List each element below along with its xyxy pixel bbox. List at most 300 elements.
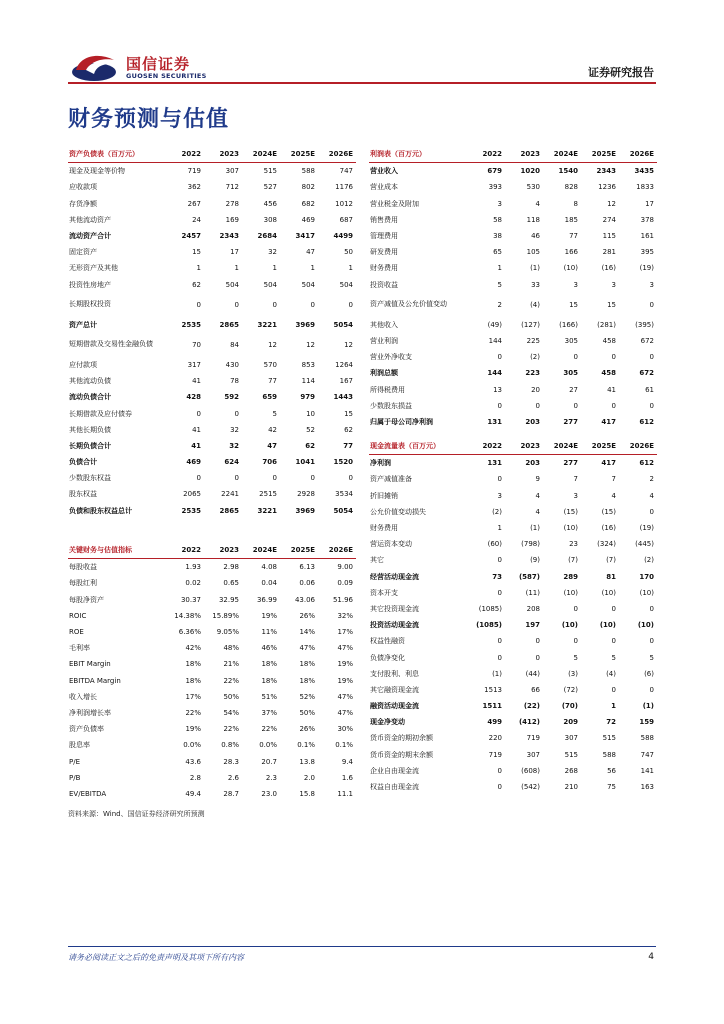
row-value: 13.8 (299, 757, 315, 766)
row-value: 0 (497, 588, 502, 597)
row-value: 0.0% (259, 741, 277, 750)
table-row (68, 373, 356, 389)
row-value: (608) (521, 766, 540, 775)
row-value: 2241 (221, 490, 239, 499)
row-value: (70) (561, 702, 578, 711)
row-value: 0 (497, 637, 502, 646)
row-value: 19% (185, 725, 201, 734)
row-label: 其他收入 (370, 320, 398, 329)
row-value: 30.37 (180, 595, 201, 604)
row-value: (166) (559, 320, 578, 329)
row-value: 0.09 (337, 579, 353, 588)
row-value: 456 (263, 199, 277, 208)
table-row (68, 608, 356, 624)
row-value: 278 (225, 199, 239, 208)
row-label: 经营活动现金流 (370, 572, 419, 581)
row-value: 0 (310, 300, 315, 309)
row-value: 4 (611, 491, 616, 500)
row-value: 15 (344, 409, 353, 418)
row-value: 12 (268, 340, 277, 349)
row-label: EBIT Margin (69, 660, 111, 669)
row-label: 少数股东损益 (370, 401, 412, 410)
table-row (68, 640, 356, 656)
row-value: 203 (525, 417, 540, 426)
row-label: 管理费用 (370, 232, 398, 241)
row-value: 62 (192, 280, 201, 289)
row-value: (1) (530, 524, 540, 533)
row-value: (395) (635, 320, 654, 329)
row-value: 0 (196, 300, 201, 309)
row-value: 0 (535, 401, 540, 410)
row-value: 144 (488, 336, 502, 345)
row-value: 197 (525, 621, 540, 630)
row-value: (15) (601, 507, 616, 516)
row-value: 0 (497, 556, 502, 565)
row-value: 4 (535, 491, 540, 500)
brand-name-english: GUOSEN SECURITIES (126, 72, 207, 80)
row-value: 515 (602, 734, 616, 743)
row-label: 资产负债率 (69, 725, 104, 734)
row-value: 3417 (295, 232, 315, 241)
row-value: 18% (261, 676, 277, 685)
row-value: 15 (607, 300, 616, 309)
row-value: 14.38% (174, 611, 201, 620)
row-value: (2) (492, 507, 502, 516)
row-value: 43.06 (294, 595, 315, 604)
row-value: 7 (611, 475, 616, 484)
row-value: (10) (601, 588, 616, 597)
row-value: 3969 (295, 320, 315, 329)
row-value: 19% (261, 611, 277, 620)
row-value: 18% (261, 660, 277, 669)
row-value: (11) (525, 588, 540, 597)
row-value: 0.8% (221, 741, 239, 750)
row-label: EV/EBITDA (69, 789, 107, 798)
header-divider (68, 82, 656, 84)
row-value: 37% (261, 708, 277, 717)
row-value: 0 (348, 474, 353, 483)
row-label: 短期借款及交易性金融负债 (69, 340, 153, 349)
table-header-row (369, 146, 657, 163)
table-row (68, 163, 356, 180)
row-value: 362 (187, 183, 201, 192)
row-label: 利润总额 (370, 369, 398, 378)
row-value: 10 (306, 409, 315, 418)
row-value: (16) (601, 524, 616, 533)
row-value: (587) (518, 572, 540, 581)
row-value: 0 (649, 353, 654, 362)
year-header: 2025E (280, 542, 318, 559)
year-header: 2022 (467, 146, 505, 163)
row-label: 货币资金的期末余额 (370, 750, 433, 759)
row-value: 2.98 (223, 563, 239, 572)
row-value: 0 (310, 474, 315, 483)
table-row (369, 504, 657, 520)
row-value: 9.4 (341, 757, 353, 766)
row-value: 52% (299, 692, 315, 701)
row-value: (2) (530, 353, 540, 362)
row-value: 1236 (598, 183, 616, 192)
row-value: 2.0 (303, 773, 315, 782)
row-label: ROIC (69, 611, 87, 620)
row-value: 0 (611, 401, 616, 410)
row-label: 营业税金及附加 (370, 199, 419, 208)
row-value: 2 (497, 300, 502, 309)
row-value: 20 (531, 385, 540, 394)
row-value: 54% (223, 708, 239, 717)
row-value: 0 (497, 401, 502, 410)
row-value: 1 (611, 702, 616, 711)
table-row (68, 503, 356, 519)
row-label: 投资活动现金流 (370, 621, 419, 630)
row-value: 0 (649, 637, 654, 646)
row-value: (127) (521, 320, 540, 329)
row-value: 802 (301, 183, 315, 192)
row-value: 2457 (181, 232, 201, 241)
row-label: P/E (69, 757, 81, 766)
row-value: 24 (192, 215, 201, 224)
row-value: 22% (261, 725, 277, 734)
row-label: 每股收益 (69, 563, 97, 572)
row-value: 0 (649, 685, 654, 694)
row-value: 70 (192, 340, 201, 349)
row-value: (1085) (476, 621, 502, 630)
row-value: 47 (267, 441, 277, 450)
row-label: 营业外净收支 (370, 353, 412, 362)
row-value: 0 (649, 300, 654, 309)
row-label: 财务费用 (370, 264, 398, 273)
row-value: 48% (223, 644, 239, 653)
row-value: (4) (606, 669, 616, 678)
row-value: 15 (569, 300, 578, 309)
row-value: 1513 (484, 685, 502, 694)
row-value: 3435 (634, 167, 654, 176)
row-value: 1 (497, 264, 502, 273)
row-label: 收入增长 (69, 692, 97, 701)
row-label: 其他流动资产 (69, 215, 111, 224)
row-value: 706 (262, 458, 277, 467)
row-value: 499 (487, 718, 502, 727)
table-header-row (68, 146, 356, 163)
table-row (369, 365, 657, 381)
row-label: 融资活动现金流 (370, 702, 419, 711)
table-row (68, 389, 356, 405)
row-value: 78 (230, 377, 239, 386)
row-value: 1 (196, 264, 201, 273)
row-value: (1085) (478, 604, 502, 613)
row-value: 17% (337, 628, 353, 637)
table-row (369, 649, 657, 665)
row-value: (798) (521, 540, 540, 549)
row-value: (6) (644, 669, 654, 678)
row-value: 1020 (520, 167, 540, 176)
row-value: 853 (301, 360, 315, 369)
row-label: 应付款项 (69, 360, 97, 369)
row-value: 2684 (257, 232, 277, 241)
row-value: 0 (649, 401, 654, 410)
year-header: 2025E (280, 146, 318, 163)
table-row (369, 212, 657, 228)
row-label: 负债和股东权益总计 (69, 506, 132, 515)
row-value: (10) (639, 588, 654, 597)
row-label: 负债净变化 (370, 653, 405, 662)
year-header: 2023 (204, 542, 242, 559)
table-row (369, 196, 657, 212)
year-header: 2026E (318, 542, 356, 559)
row-value: 141 (640, 766, 654, 775)
row-value: 0 (611, 637, 616, 646)
row-value: 21% (223, 660, 239, 669)
table-row (68, 228, 356, 244)
row-label: 长期负债合计 (69, 441, 111, 450)
row-label: 股东权益 (69, 490, 97, 499)
row-value: 5 (649, 653, 654, 662)
row-value: 0 (535, 637, 540, 646)
table-row (68, 656, 356, 672)
row-value: 18% (299, 676, 315, 685)
table-row (68, 438, 356, 454)
row-value: 1511 (482, 702, 502, 711)
row-value: 0.1% (297, 741, 315, 750)
table-row (68, 624, 356, 640)
row-value: 612 (639, 417, 654, 426)
row-value: 289 (563, 572, 578, 581)
table-title: 关键财务与估值指标 (68, 542, 166, 559)
row-label: 货币资金的期初余额 (370, 734, 433, 743)
year-header: 2024E (543, 146, 581, 163)
row-label: 股息率 (69, 741, 90, 750)
row-label: 其它 (370, 556, 384, 565)
row-label: 少数股东权益 (69, 474, 111, 483)
row-value: 1 (497, 524, 502, 533)
row-value: 0 (272, 300, 277, 309)
row-value: (19) (639, 264, 654, 273)
table-row (68, 786, 356, 802)
table-row (68, 689, 356, 705)
row-value: 75 (607, 783, 616, 792)
year-header: 2022 (166, 542, 204, 559)
row-value: 18% (185, 660, 201, 669)
row-value: 5 (611, 653, 616, 662)
row-value: 3221 (257, 320, 277, 329)
row-value: 19% (337, 676, 353, 685)
row-value: 687 (339, 215, 353, 224)
row-label: 所得税费用 (370, 385, 405, 394)
table-header-row (68, 542, 356, 559)
row-value: 169 (225, 215, 239, 224)
table-row (369, 414, 657, 430)
row-value: 267 (187, 199, 201, 208)
logo-mark-icon (70, 50, 122, 84)
row-value: 47% (299, 644, 315, 653)
income-statement-table (369, 146, 657, 430)
table-row (68, 212, 356, 228)
row-label: 折旧摊销 (370, 491, 398, 500)
row-label: EBITDA Margin (69, 676, 121, 685)
row-label: 流动资产合计 (69, 232, 111, 241)
table-row (68, 592, 356, 608)
row-value: 7 (573, 475, 578, 484)
row-value: 5054 (333, 320, 353, 329)
table-row (369, 520, 657, 536)
table-row (369, 381, 657, 397)
row-value: 0 (649, 507, 654, 516)
table-row (68, 705, 356, 721)
row-value: 3 (497, 199, 502, 208)
row-value: 47% (337, 692, 353, 701)
table-row (369, 779, 657, 795)
row-value: 22% (223, 676, 239, 685)
row-value: 0 (196, 409, 201, 418)
table-row (369, 585, 657, 601)
row-label: 其他长期负债 (69, 425, 111, 434)
row-value: 417 (601, 459, 616, 468)
row-value: 0.0% (183, 741, 201, 750)
row-value: 77 (569, 232, 578, 241)
row-value: 0.1% (335, 741, 353, 750)
row-value: 65 (493, 248, 502, 257)
table-row (369, 617, 657, 633)
cash-flow-table (369, 438, 657, 795)
row-value: 166 (564, 248, 578, 257)
row-label: 公允价值变动损失 (370, 507, 426, 516)
row-value: 49.4 (185, 789, 201, 798)
row-value: 0 (535, 653, 540, 662)
row-value: 3969 (295, 506, 315, 515)
row-value: 105 (526, 248, 540, 257)
row-value: 672 (639, 369, 654, 378)
row-value: 0.04 (261, 579, 277, 588)
row-value: (2) (644, 556, 654, 565)
row-value: 42 (268, 425, 277, 434)
row-value: 17 (230, 248, 239, 257)
row-value: 395 (640, 248, 654, 257)
row-value: 281 (602, 248, 616, 257)
row-value: 2865 (219, 320, 239, 329)
row-value: 23.0 (261, 789, 277, 798)
row-value: 8 (573, 199, 578, 208)
row-value: 22% (223, 725, 239, 734)
table-row (369, 277, 657, 293)
row-value: 747 (640, 750, 654, 759)
row-value: 1 (348, 264, 353, 273)
row-value: 225 (526, 336, 540, 345)
row-label: 营运资本变动 (370, 540, 412, 549)
table-row (68, 575, 356, 591)
row-value: 0 (234, 474, 239, 483)
table-row (68, 196, 356, 212)
guosen-logo (70, 50, 240, 86)
row-value: 3 (649, 280, 654, 289)
row-label: 权益自由现金流 (370, 783, 419, 792)
row-value: 527 (263, 183, 277, 192)
row-value: 11.1 (337, 789, 353, 798)
year-header: 2023 (204, 146, 242, 163)
row-value: 4 (535, 199, 540, 208)
row-value: (281) (597, 320, 616, 329)
row-value: 223 (525, 369, 540, 378)
row-value: 1041 (295, 458, 315, 467)
row-value: 1.93 (185, 563, 201, 572)
row-label: 每股净资产 (69, 595, 104, 604)
table-row (369, 333, 657, 349)
row-value: 167 (339, 377, 353, 386)
row-value: 0 (573, 637, 578, 646)
row-label: P/B (69, 773, 81, 782)
row-value: 5 (272, 409, 277, 418)
row-value: (7) (568, 556, 578, 565)
brand-name: 国信证券 (126, 55, 191, 73)
table-row (68, 260, 356, 276)
row-value: 2 (649, 475, 654, 484)
row-value: 61 (645, 385, 654, 394)
row-value: 719 (488, 750, 502, 759)
row-label: 支付股利、利息 (370, 669, 419, 678)
row-value: 220 (488, 734, 502, 743)
row-value: 1443 (333, 393, 353, 402)
row-value: 2535 (181, 506, 201, 515)
row-value: 0.02 (185, 579, 201, 588)
table-row (68, 753, 356, 769)
row-value: 210 (564, 783, 578, 792)
row-value: 26% (299, 725, 315, 734)
row-value: 274 (602, 215, 616, 224)
row-label: 资产减值及公允价值变动 (370, 300, 447, 309)
row-value: 77 (343, 441, 353, 450)
row-label: 销售费用 (370, 215, 398, 224)
row-value: 0 (611, 685, 616, 694)
row-label: 营业利润 (370, 336, 398, 345)
row-value: 3 (497, 491, 502, 500)
row-value: 458 (602, 336, 616, 345)
row-value: 712 (225, 183, 239, 192)
row-label: 权益性融资 (370, 637, 405, 646)
year-header: 2024E (242, 542, 280, 559)
row-value: 588 (301, 167, 315, 176)
year-header: 2023 (505, 438, 543, 455)
table-row (369, 260, 657, 276)
row-value: 3221 (257, 506, 277, 515)
row-value: 530 (526, 183, 540, 192)
row-value: 0.06 (299, 579, 315, 588)
row-value: 469 (301, 215, 315, 224)
row-value: 163 (640, 783, 654, 792)
row-value: 131 (487, 417, 502, 426)
row-value: 47 (306, 248, 315, 257)
row-value: 2.3 (265, 773, 277, 782)
row-label: 归属于母公司净利润 (370, 417, 433, 426)
row-value: (22) (523, 702, 540, 711)
table-row (68, 357, 356, 373)
row-label: 企业自由现金流 (370, 766, 419, 775)
table-row (369, 747, 657, 763)
row-value: 15.89% (212, 611, 239, 620)
row-value: 17 (645, 199, 654, 208)
row-value: 209 (563, 718, 578, 727)
row-value: 1833 (636, 183, 654, 192)
row-value: 41 (191, 441, 201, 450)
row-value: 72 (606, 718, 616, 727)
row-value: (7) (606, 556, 616, 565)
table-row (68, 293, 356, 317)
row-value: 36.99 (256, 595, 277, 604)
row-value: 12 (607, 199, 616, 208)
row-value: 3 (573, 491, 578, 500)
row-value: 12 (306, 340, 315, 349)
row-value: 2.8 (189, 773, 201, 782)
row-label: 长期股权投资 (69, 300, 111, 309)
row-label: 其它融资现金流 (370, 685, 419, 694)
